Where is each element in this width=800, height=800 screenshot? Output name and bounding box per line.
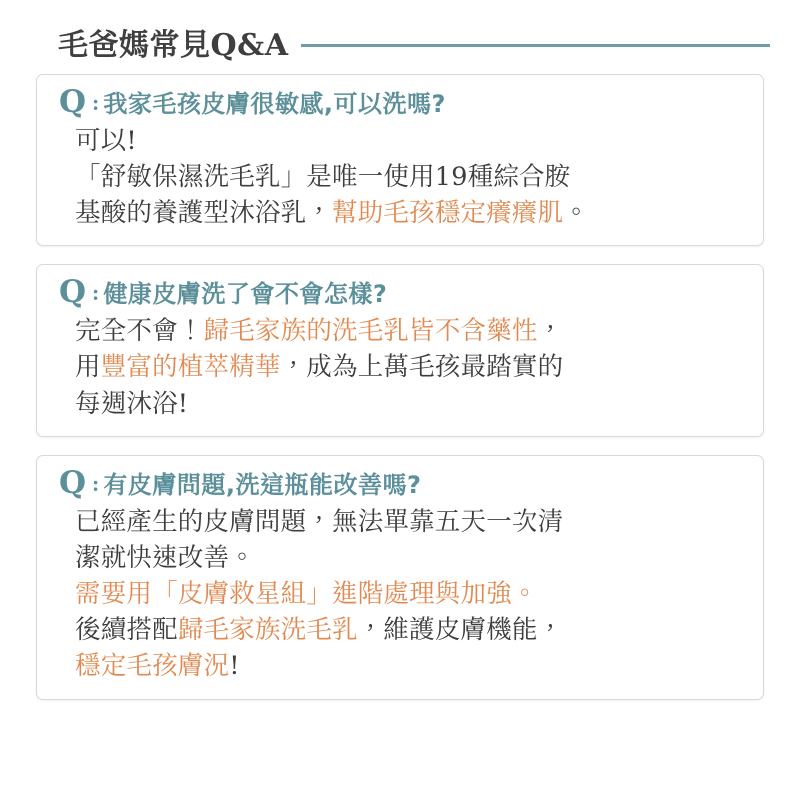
answer-segment: ! [229, 651, 240, 682]
answer-highlight: 穩定毛孩膚況 [75, 651, 230, 682]
answer-line [75, 349, 743, 385]
answer-line [75, 612, 743, 648]
header-divider [301, 44, 771, 47]
answer-line [75, 540, 743, 576]
answer-line [75, 386, 743, 422]
faq-card [36, 74, 764, 246]
faq-question-row [59, 464, 743, 501]
faq-answer [59, 123, 743, 232]
page-title: 毛爸媽常見Q&A [58, 28, 289, 63]
answer-line [75, 123, 743, 159]
answer-line [75, 195, 743, 231]
question-marker: Q [59, 464, 87, 501]
answer-highlight: 豐富的植萃精華 [100, 352, 281, 383]
faq-card [36, 264, 764, 436]
question-marker: Q [59, 84, 87, 120]
answer-segment: 用 [75, 352, 101, 383]
faq-answer [59, 504, 743, 685]
answer-highlight: 需要用「皮膚救星組」進階處理與加強。 [75, 579, 538, 610]
answer-segment: 已經產生的皮膚問題，無法單靠五天一次清 [75, 506, 564, 537]
answer-line [75, 159, 743, 195]
question-text: 我家毛孩皮膚很敏感,可以洗嗎? [103, 90, 446, 118]
answer-segment: ，成為上萬毛孩最踏實的 [280, 352, 564, 383]
answer-segment: 後續搭配 [75, 615, 178, 646]
answer-segment: ，維護皮膚機能， [357, 615, 564, 646]
answer-segment: 潔就快速改善。 [75, 542, 255, 573]
question-colon: : [92, 90, 100, 115]
answer-highlight: 歸毛家族的洗毛乳皆不含藥性 [203, 316, 538, 347]
answer-segment: 完全不會！ [75, 316, 204, 347]
faq-question-row [59, 84, 743, 120]
faq-answer [59, 313, 743, 422]
answer-highlight: 幫助毛孩穩定癢癢肌 [332, 198, 564, 229]
faq-card-list [24, 74, 776, 700]
answer-line [75, 648, 743, 684]
answer-segment: 每週沐浴! [75, 388, 189, 419]
question-colon: : [92, 470, 100, 496]
answer-segment: 「舒敏保濕洗毛乳」是唯一使用19種綜合胺 [75, 162, 571, 192]
answer-line [75, 576, 743, 612]
answer-segment: ， [537, 316, 564, 347]
answer-segment: 。 [563, 198, 590, 229]
answer-segment: 基酸的養護型沐浴乳， [75, 198, 333, 229]
page-header [24, 14, 776, 74]
answer-line [75, 313, 743, 349]
question-colon: : [92, 280, 100, 306]
faq-question-row [59, 274, 743, 311]
answer-highlight: 歸毛家族洗毛乳 [177, 615, 358, 646]
question-text: 健康皮膚洗了會不會怎樣? [103, 280, 388, 309]
question-marker: Q [59, 274, 87, 311]
faq-card [36, 455, 764, 700]
answer-segment: 可以! [75, 125, 137, 156]
answer-line [75, 504, 743, 540]
question-text: 有皮膚問題,洗這瓶能改善嗎? [103, 470, 422, 499]
